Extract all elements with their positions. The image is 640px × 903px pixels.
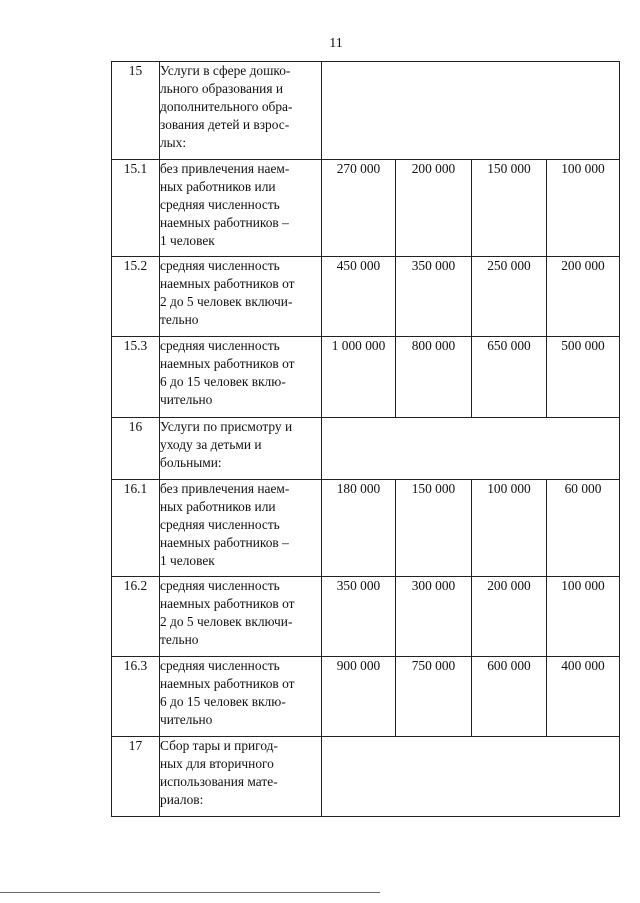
description-line: Сбор тары и пригод- — [160, 738, 278, 753]
description-line: чительно — [160, 392, 213, 407]
description-line: 1 человек — [160, 233, 215, 248]
rate-value-cell: 200 000 — [396, 160, 472, 257]
rate-value-cell: 400 000 — [547, 657, 620, 737]
rate-value-cell: 150 000 — [472, 160, 547, 257]
rate-value-cell: 100 000 — [547, 160, 620, 257]
rate-value-cell: 650 000 — [472, 337, 547, 418]
description-line: ных для вторичного — [160, 756, 274, 771]
description-line: наемных работников от — [160, 596, 295, 611]
rate-value-cell: 600 000 — [472, 657, 547, 737]
rate-value-cell: 180 000 — [322, 480, 396, 577]
row-number: 17 — [112, 737, 160, 817]
row-description — [160, 160, 322, 257]
description-line: тельно — [160, 632, 199, 647]
rate-value-cell: 250 000 — [472, 257, 547, 337]
description-line: средняя численность — [160, 197, 280, 212]
description-line: наемных работников – — [160, 535, 289, 550]
description-line: средняя численность — [160, 338, 280, 353]
rate-value-cell: 1 000 000 — [322, 337, 396, 418]
row-description — [160, 418, 322, 480]
description-line: наемных работников от — [160, 676, 295, 691]
merged-empty-cell — [322, 62, 620, 160]
rate-value-cell: 800 000 — [396, 337, 472, 418]
row-number: 16.2 — [112, 577, 160, 657]
description-line: больными: — [160, 455, 222, 470]
description-line: зования детей и взрос- — [160, 117, 290, 132]
row-description — [160, 62, 322, 160]
description-line: 2 до 5 человек включи- — [160, 294, 293, 309]
description-line: средняя численность — [160, 658, 280, 673]
rate-value-cell: 450 000 — [322, 257, 396, 337]
merged-empty-cell — [322, 418, 620, 480]
rate-value-cell: 350 000 — [396, 257, 472, 337]
row-number: 15.3 — [112, 337, 160, 418]
table-row — [112, 480, 620, 577]
row-description — [160, 657, 322, 737]
description-line: без привлечения наем- — [160, 481, 290, 496]
row-description — [160, 577, 322, 657]
row-number: 15.2 — [112, 257, 160, 337]
table-row — [112, 418, 620, 480]
description-line: 6 до 15 человек вклю- — [160, 374, 286, 389]
description-line: средняя численность — [160, 258, 280, 273]
tax-rate-table — [111, 61, 620, 817]
description-line: 1 человек — [160, 553, 215, 568]
description-line: использования мате- — [160, 774, 278, 789]
description-line: средняя численность — [160, 578, 280, 593]
row-description — [160, 337, 322, 418]
description-line: Услуги в сфере дошко- — [160, 63, 291, 78]
description-line: 6 до 15 человек вклю- — [160, 694, 286, 709]
footer-rule — [0, 892, 380, 893]
table-row — [112, 337, 620, 418]
rate-value-cell: 270 000 — [322, 160, 396, 257]
description-line: Услуги по присмотру и — [160, 419, 293, 434]
rate-value-cell: 60 000 — [547, 480, 620, 577]
description-line: тельно — [160, 312, 199, 327]
description-line: уходу за детьми и — [160, 437, 262, 452]
row-number: 15 — [112, 62, 160, 160]
table-row — [112, 62, 620, 160]
row-description — [160, 480, 322, 577]
rate-value-cell: 100 000 — [472, 480, 547, 577]
rate-value-cell: 350 000 — [322, 577, 396, 657]
description-line: чительно — [160, 712, 213, 727]
description-line: без привлечения наем- — [160, 161, 290, 176]
table-row — [112, 577, 620, 657]
description-line: лых: — [160, 135, 187, 150]
row-description — [160, 257, 322, 337]
rate-value-cell: 150 000 — [396, 480, 472, 577]
rate-value-cell: 300 000 — [396, 577, 472, 657]
rate-value-cell: 200 000 — [472, 577, 547, 657]
rate-value-cell: 750 000 — [396, 657, 472, 737]
row-number: 16.1 — [112, 480, 160, 577]
description-line: ных работников или — [160, 499, 276, 514]
page-number: 11 — [329, 36, 343, 51]
description-line: льного образования и — [160, 81, 283, 96]
description-line: наемных работников от — [160, 356, 295, 371]
table-row — [112, 737, 620, 817]
rate-value-cell: 100 000 — [547, 577, 620, 657]
rate-value-cell: 900 000 — [322, 657, 396, 737]
row-description — [160, 737, 322, 817]
rate-value-cell: 200 000 — [547, 257, 620, 337]
description-line: наемных работников от — [160, 276, 295, 291]
description-line: риалов: — [160, 792, 204, 807]
table-row — [112, 257, 620, 337]
merged-empty-cell — [322, 737, 620, 817]
rate-value-cell: 500 000 — [547, 337, 620, 418]
description-line: 2 до 5 человек включи- — [160, 614, 293, 629]
row-number: 16 — [112, 418, 160, 480]
description-line: средняя численность — [160, 517, 280, 532]
description-line: ных работников или — [160, 179, 276, 194]
row-number: 15.1 — [112, 160, 160, 257]
description-line: дополнительного обра- — [160, 99, 293, 114]
table-row — [112, 657, 620, 737]
table-row — [112, 160, 620, 257]
table-body — [112, 62, 620, 817]
description-line: наемных работников – — [160, 215, 289, 230]
row-number: 16.3 — [112, 657, 160, 737]
